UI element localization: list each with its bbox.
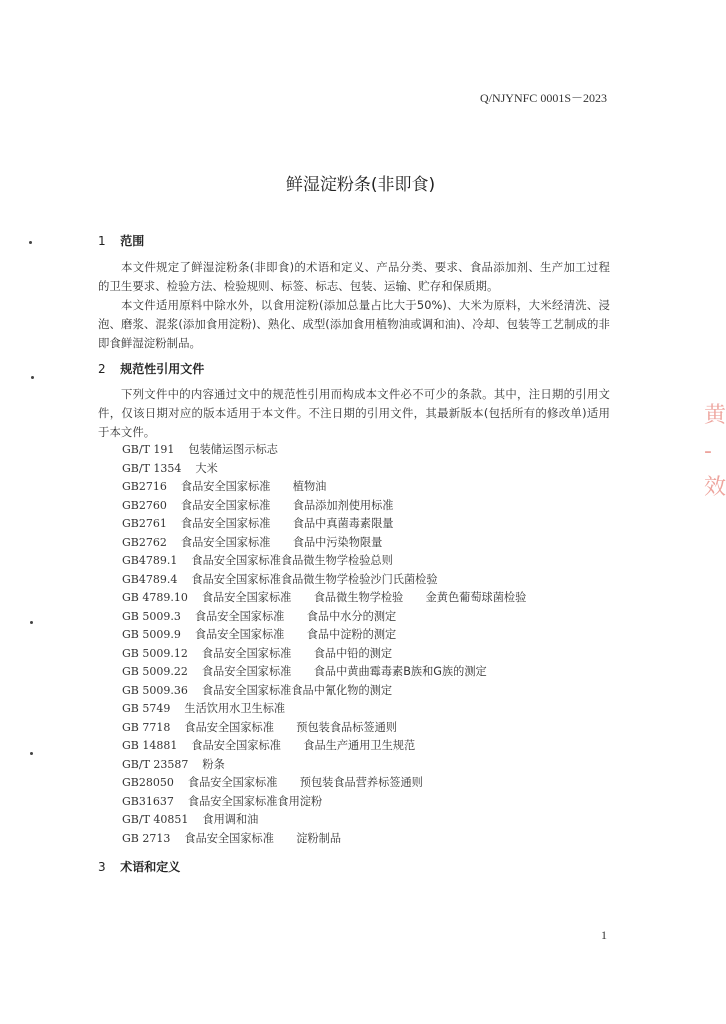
reference-item: [122, 756, 526, 775]
document-number: Q/NJYNFC 0001S－2023: [479, 91, 607, 105]
reference-title: 食品安全国家标准 植物油: [180, 480, 327, 493]
reference-code: GB/T 1354: [122, 461, 182, 475]
scan-speck: [31, 376, 34, 379]
reference-item: [122, 682, 526, 701]
scope-paragraph-2: 本文件适用原料中除水外，以食用淀粉(添加总量占比大于50%)、大米为原料，大米经清洗、浸泡、磨浆、混浆(添加食用淀粉)、熟化、成型(添加食用植物油或调和油)、冷却、包装等工艺制成的非即食鲜湿淀粉制品。: [98, 298, 610, 350]
stamp-character: -: [704, 439, 712, 464]
reference-title: 食品安全国家标准 食品中真菌毒素限量: [180, 517, 394, 530]
reference-title: 食用调和油: [202, 813, 259, 826]
reference-title: 食品安全国家标准食品微生物学检验总则: [191, 554, 393, 567]
reference-item: [122, 774, 526, 793]
reference-code: GB2762: [122, 535, 167, 549]
reference-item: [122, 719, 526, 738]
red-stamp-edge: [700, 398, 726, 518]
section-title: 术语和定义: [120, 860, 181, 874]
reference-title: 粉条: [202, 757, 225, 771]
reference-code: GB 2713: [122, 831, 171, 845]
scan-speck: [30, 621, 33, 624]
scope-paragraph-1: 本文件规定了鲜湿淀粉条(非即食)的术语和定义、产品分类、要求、食品添加剂、生产加工过程的卫生要求、检验方法、检验规则、标签、标志、包装、运输、贮存和保质期。: [98, 260, 610, 293]
reference-code: GB 7718: [122, 720, 171, 734]
reference-code: GB 4789.10: [122, 591, 188, 604]
reference-title: 食品安全国家标准 食品中淀粉的测定: [194, 628, 397, 641]
section-number: 3: [98, 860, 106, 874]
reference-code: GB28050: [122, 776, 174, 789]
reference-code: GB 5009.22: [122, 665, 188, 678]
reference-code: GB/T 191: [122, 443, 175, 456]
section-heading-terms: [98, 858, 180, 875]
section-title: 范围: [120, 234, 145, 248]
reference-title: 食品安全国家标准食品微生物学检验沙门氏菌检验: [191, 572, 438, 586]
section-number: 1: [98, 234, 106, 248]
reference-title: 食品安全国家标准 食品生产通用卫生规范: [191, 739, 416, 752]
reference-code: GB 5749: [122, 702, 171, 715]
normative-intro-paragraph: 下列文件中的内容通过文中的规范性引用而构成本文件必不可少的条款。其中，注日期的引用文件，仅该日期对应的版本适用于本文件。不注日期的引用文件，其最新版本(包括所有的修改单)适用于本文件。: [98, 387, 610, 439]
reference-item: [122, 589, 526, 608]
reference-item: [122, 811, 526, 830]
reference-code: GB/T 40851: [122, 813, 189, 826]
scan-speck: [29, 241, 32, 244]
reference-item: [122, 515, 526, 534]
reference-item: [122, 645, 526, 664]
stamp-character: 效: [704, 475, 726, 500]
section-heading-normative-references: [98, 360, 204, 377]
reference-item: [122, 626, 526, 645]
reference-item: [122, 497, 526, 516]
reference-item: [122, 737, 526, 756]
scan-speck: [30, 752, 33, 755]
reference-title: 食品安全国家标准 食品中铅的测定: [201, 646, 393, 660]
reference-item: [122, 793, 526, 812]
reference-title: 包装储运图示标志: [188, 443, 278, 456]
reference-item: [122, 441, 526, 460]
reference-code: GB2716: [122, 480, 167, 493]
reference-title: 生活饮用水卫生标准: [184, 702, 286, 715]
section-title: 规范性引用文件: [120, 362, 205, 376]
reference-title: 食品安全国家标准 预包装食品标签通则: [184, 720, 397, 734]
reference-title: 食品安全国家标准 食品中黄曲霉毒素B族和G族的测定: [201, 665, 487, 678]
reference-item: [122, 830, 526, 849]
reference-item: [122, 571, 526, 590]
document-title: 鲜湿淀粉条(非即食): [285, 175, 436, 195]
reference-code: GB/T 23587: [122, 757, 189, 771]
reference-title: 大米: [195, 461, 218, 475]
reference-item: [122, 478, 526, 497]
reference-title: 食品安全国家标准 食品中污染物限量: [180, 535, 383, 549]
reference-code: GB 5009.36: [122, 683, 188, 697]
reference-code: GB2761: [122, 517, 167, 530]
reference-item: [122, 700, 526, 719]
reference-item: [122, 552, 526, 571]
reference-code: GB 5009.9: [122, 628, 181, 641]
reference-title: 食品安全国家标准食用淀粉: [187, 794, 323, 808]
reference-code: GB2760: [122, 498, 167, 512]
page-number: 1: [601, 928, 607, 942]
reference-title: 食品安全国家标准 预包装食品营养标签通则: [187, 776, 423, 789]
section-number: 2: [98, 362, 106, 376]
reference-title: 食品安全国家标准 淀粉制品: [184, 831, 342, 845]
reference-title: 食品安全国家标准食品中氰化物的测定: [201, 683, 393, 697]
reference-item: [122, 663, 526, 682]
stamp-character: 黄: [704, 403, 726, 428]
section-heading-scope: [98, 232, 144, 249]
reference-item: [122, 534, 526, 553]
reference-code: GB 14881: [122, 739, 178, 752]
reference-list: [122, 441, 526, 848]
reference-title: 食品安全国家标准 食品微生物学检验 金黄色葡萄球菌检验: [201, 591, 527, 604]
reference-item: [122, 460, 526, 479]
reference-code: GB4789.4: [122, 572, 178, 586]
reference-code: GB 5009.12: [122, 646, 188, 660]
reference-code: GB 5009.3: [122, 609, 181, 623]
reference-code: GB4789.1: [122, 554, 178, 567]
reference-title: 食品安全国家标准 食品中水分的测定: [194, 609, 397, 623]
reference-item: [122, 608, 526, 627]
reference-code: GB31637: [122, 794, 174, 808]
reference-title: 食品安全国家标准 食品添加剂使用标准: [180, 498, 394, 512]
